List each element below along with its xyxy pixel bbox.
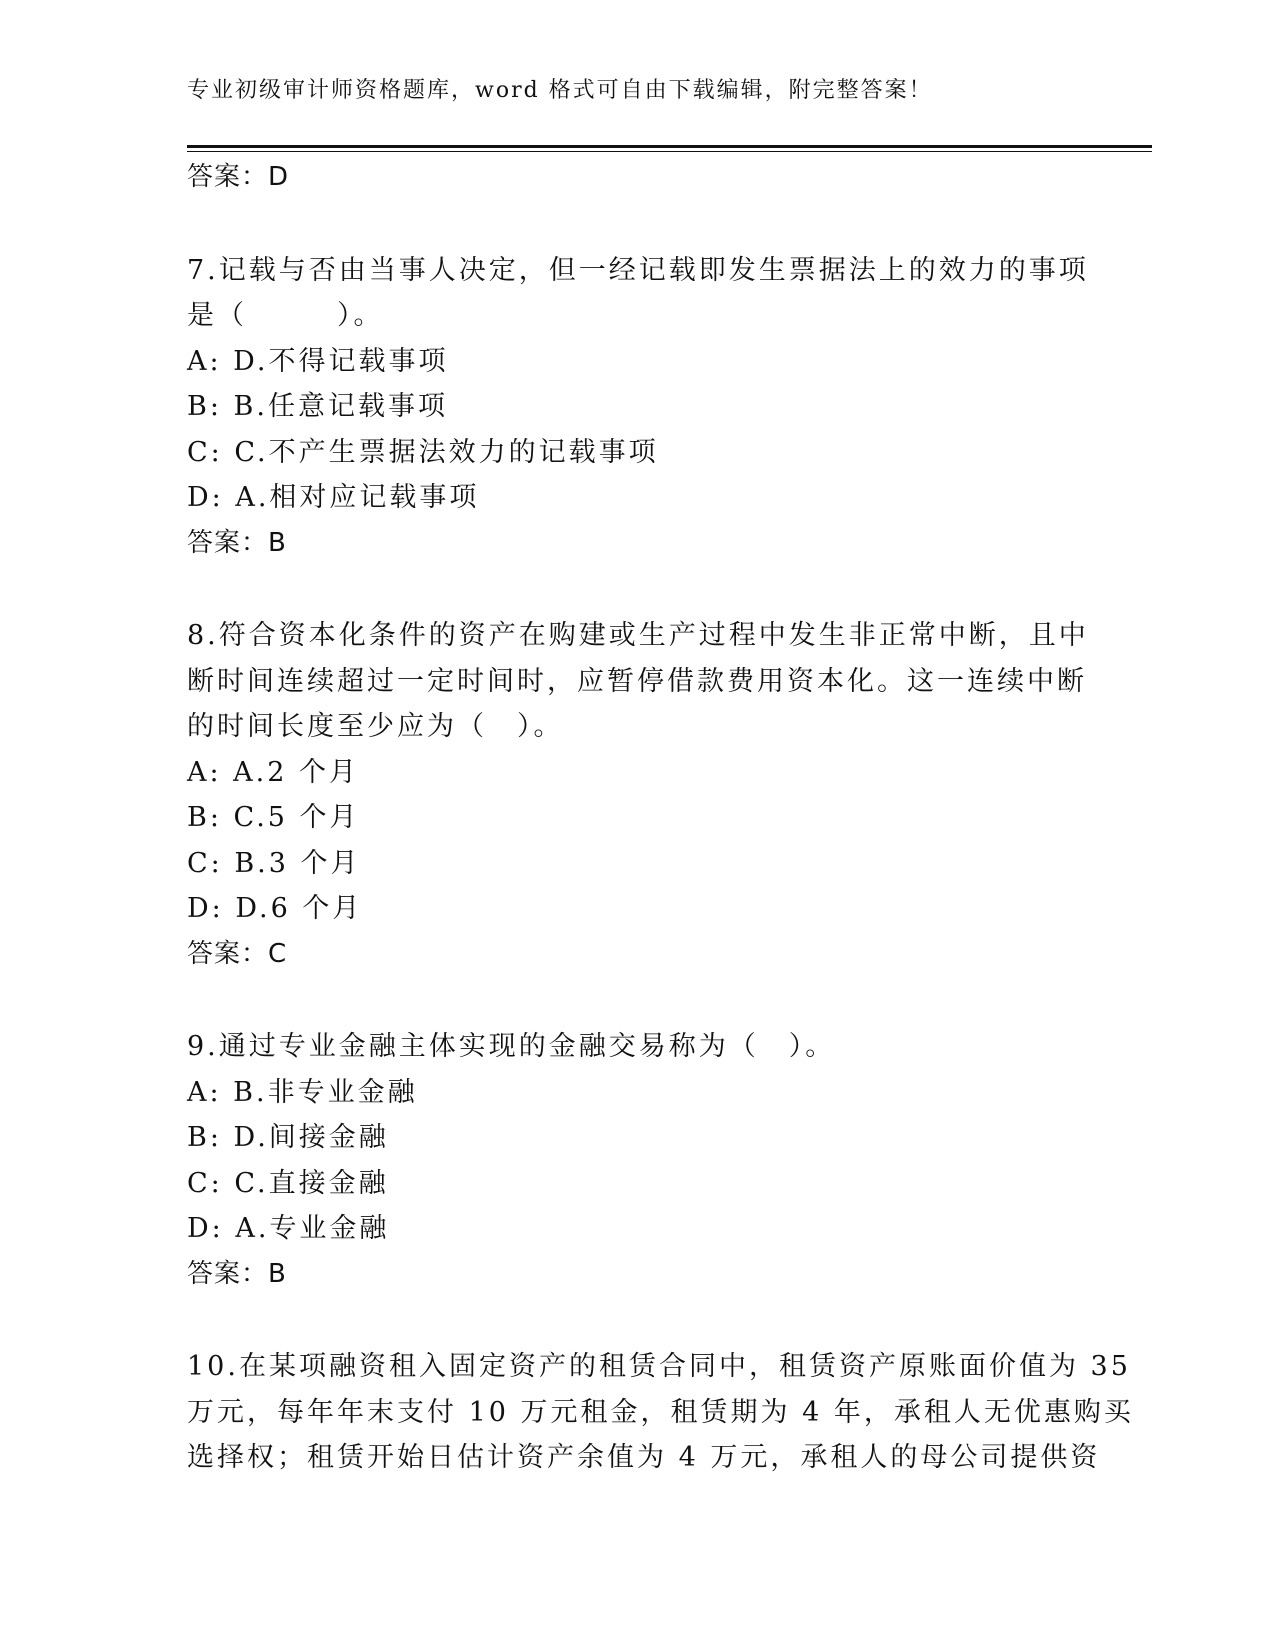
option-d: D: D.6 个月 bbox=[187, 893, 363, 924]
question-7 bbox=[187, 248, 1087, 567]
question-stem-line: 的时间长度至少应为（ ）。 bbox=[187, 711, 564, 742]
option-a: A: B.非专业金融 bbox=[187, 1076, 418, 1108]
answer-line: 答案：B bbox=[187, 527, 287, 558]
answer-line: 答案：D bbox=[187, 162, 290, 192]
question-stem-line: 是（ ）。 bbox=[187, 300, 384, 331]
option-d: D: A.相对应记载事项 bbox=[187, 482, 480, 513]
question-stem-line: 10.在某项融资租入固定资产的租赁合同中，租赁资产原账面价值为 35 bbox=[187, 1351, 1131, 1382]
option-c: C: B.3 个月 bbox=[187, 847, 361, 879]
question-stem-line: 9.通过专业金融主体实现的金融交易称为（ ）。 bbox=[187, 1031, 836, 1062]
option-c: C: C.直接金融 bbox=[187, 1167, 389, 1199]
question-stem-line: 选择权；租赁开始日估计资产余值为 4 万元，承租人的母公司提供资 bbox=[187, 1442, 1101, 1473]
option-c: C: C.不产生票据法效力的记载事项 bbox=[187, 436, 659, 468]
option-b: B: D.间接金融 bbox=[187, 1122, 389, 1153]
answer-line: 答案：B bbox=[187, 1258, 287, 1289]
question-content bbox=[187, 155, 1134, 1481]
page-header-text: 专业初级审计师资格题库，word 格式可自由下载编辑，附完整答案！ bbox=[187, 78, 933, 103]
question-stem-line: 万元，每年年末支付 10 万元租金，租赁期为 4 年，承租人无优惠购买 bbox=[187, 1396, 1134, 1428]
option-b: B: C.5 个月 bbox=[187, 802, 360, 833]
question-stem-line: 断时间连续超过一定时间时，应暂停借款费用资本化。这一连续中断 bbox=[187, 665, 1087, 697]
option-a: A: D.不得记载事项 bbox=[187, 345, 449, 377]
question-9 bbox=[187, 1024, 1087, 1297]
header-rule-thick bbox=[187, 145, 1152, 148]
question-10 bbox=[187, 1344, 1134, 1481]
question-stem-line: 7.记载与否由当事人决定，但一经记载即发生票据法上的效力的事项 bbox=[187, 254, 1089, 286]
question-8 bbox=[187, 613, 1087, 977]
question-stem-line: 8.符合资本化条件的资产在购建或生产过程中发生非正常中断，且中 bbox=[187, 620, 1089, 651]
option-d: D: A.专业金融 bbox=[187, 1213, 390, 1244]
option-b: B: B.任意记载事项 bbox=[187, 391, 448, 422]
header-rule-thin bbox=[187, 151, 1152, 152]
option-a: A: A.2 个月 bbox=[187, 756, 360, 788]
answer-line: 答案：C bbox=[187, 938, 288, 969]
